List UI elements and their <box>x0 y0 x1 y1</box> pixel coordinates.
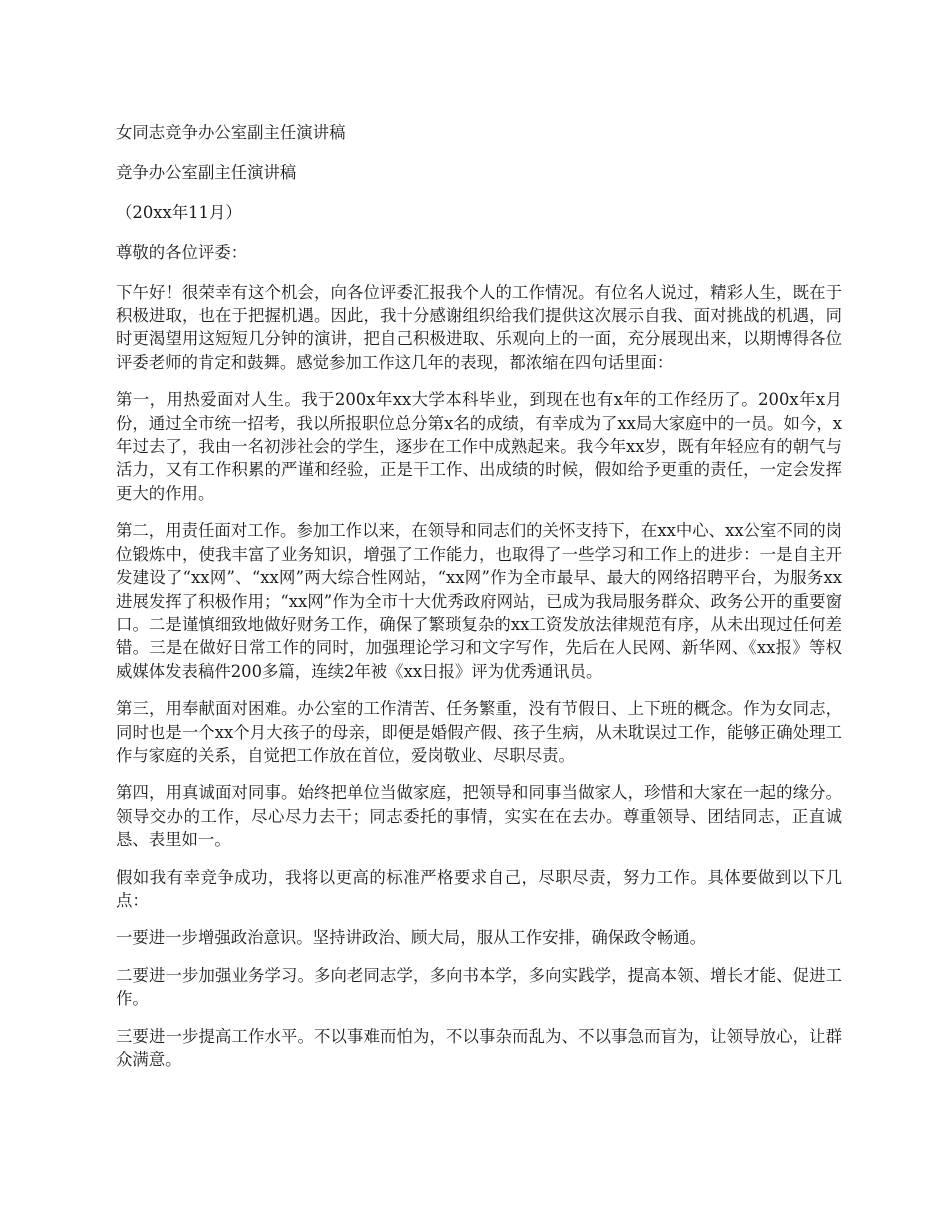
paragraph-commitment: 假如我有幸竞争成功，我将以更高的标准严格要求自己，尽职尽责，努力工作。具体要做到以下几点： <box>116 867 842 910</box>
document-date: （20xx年11月） <box>116 202 242 222</box>
paragraph-greeting: 下午好！很荣幸有这个机会，向各位评委汇报我个人的工作情况。有位名人说过，精彩人生，既在于积极进取，也在于把握机遇。因此，我十分感谢组织给我们提供这次展示自我、面对挑战的机遇，同时更渴望用这短短几分钟的演讲，把自己积极进取、乐观向上的一面，充分展现出来，以期博得各位评委老师的肯定和鼓舞。感觉参加工作这几年的表现，都浓缩在四句话里面： <box>116 282 842 372</box>
document-page <box>116 121 842 1085</box>
paragraph-point-three: 三要进一步提高工作水平。不以事难而怕为，不以事杂而乱为、不以事急而盲为，让领导放心，让群众满意。 <box>116 1026 842 1069</box>
paragraph-point-two: 二要进一步加强业务学习。多向老同志学，多向书本学，多向实践学，提高本领、增长才能、促进工作。 <box>116 965 842 1009</box>
paragraph-third: 第三，用奉献面对困难。办公室的工作清苦、任务繁重，没有节假日、上下班的概念。作为女同志，同时也是一个xx个月大孩子的母亲，即便是婚假产假、孩子生病，从未耽误过工作，能够正确处理工作与家庭的关系，自觉把工作放在首位，爱岗敬业、尽职尽责。 <box>116 699 842 765</box>
paragraph-point-one: 一要进一步增强政治意识。坚持讲政治、顾大局，服从工作安排，确保政令畅通。 <box>116 928 707 948</box>
paragraph-second: 第二，用责任面对工作。参加工作以来，在领导和同志们的关怀支持下，在xx中心、xx公室不同的岗位锻炼中，使我丰富了业务知识，增强了工作能力，也取得了一些学习和工作上的进步：一是自主开发建设了“xx网”、“xx网”两大综合性网站，“xx网”作为全市最早、最大的网络招聘平台，为服务xx进展发挥了积极作用；“xx网”作为全市十大优秀政府网站，已成为我局服务群众、政务公开的重要窗口。二是谨慎细致地做好财务工作，确保了繁琐复杂的xx工资发放法律规范有序，从未出现过任何差错。三是在做好日常工作的同时，加强理论学习和文字写作，先后在人民网、新华网、《xx报》等权威媒体发表稿件200多篇，连续2年被《xx日报》评为优秀通讯员。 <box>116 521 842 681</box>
paragraph-fourth: 第四，用真诚面对同事。始终把单位当做家庭，把领导和同事当做家人，珍惜和大家在一起的缘分。领导交办的工作，尽心尽力去干；同志委托的事情，实实在在去办。尊重领导、团结同志，正直诚恳、表里如一。 <box>116 783 842 850</box>
paragraph-first: 第一，用热爱面对人生。我于200x年xx大学本科毕业，到现在也有x年的工作经历了。200x年x月份，通过全市统一招考，我以所报职位总分第x名的成绩，有幸成为了xx局大家庭中的一员。如今，x年过去了，我由一名初涉社会的学生，逐步在工作中成熟起来。我今年xx岁，既有年轻应有的朝气与活力，又有工作积累的严谨和经验，正是干工作、出成绩的时候，假如给予更重的责任，一定会发挥更大的作用。 <box>116 390 842 503</box>
salutation: 尊敬的各位评委： <box>116 242 248 262</box>
document-subtitle: 竞争办公室副主任演讲稿 <box>116 162 297 182</box>
document-title: 女同志竞争办公室副主任演讲稿 <box>116 123 346 142</box>
